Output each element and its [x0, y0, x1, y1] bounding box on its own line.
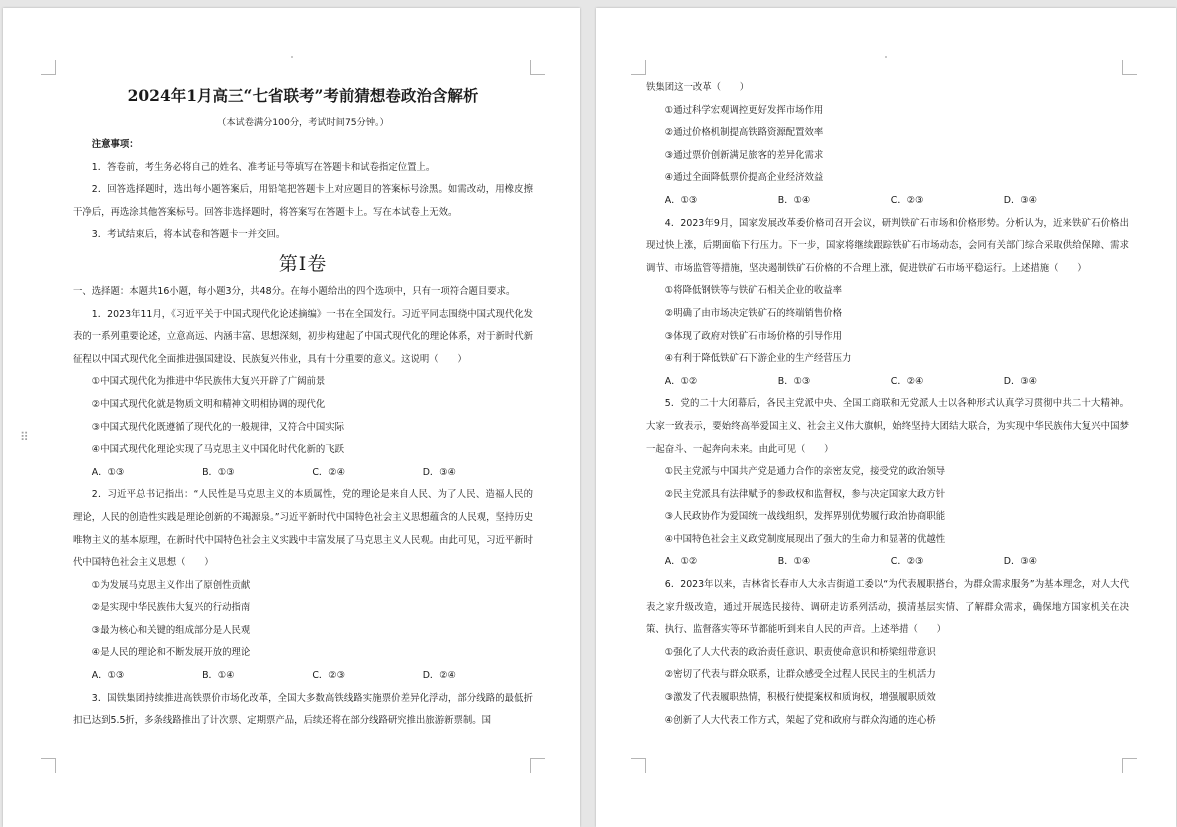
question-option: ④中国式现代化理论实现了马克思主义中国化时代化新的飞跃	[91, 444, 344, 456]
question-option: ②通过价格机制提高铁路资源配置效率	[664, 127, 824, 139]
drag-handle-icon[interactable]: ⠿	[20, 430, 30, 444]
question-option: ①为发展马克思主义作出了原创性贡献	[91, 579, 251, 591]
question-option: ①民主党派与中国共产党是通力合作的亲密友党，接受党的政治领导	[664, 466, 946, 478]
left-page-content	[73, 80, 533, 733]
question-option: ①将降低钢铁等与铁矿石相关企业的收益率	[664, 285, 842, 297]
question-option: ①通过科学宏观调控更好发挥市场作用	[664, 104, 824, 116]
question-option: ③通过票价创新满足旅客的差异化需求	[664, 149, 824, 161]
notice-heading: 注意事项：	[91, 139, 139, 150]
document-page-right	[596, 8, 1176, 827]
choice-a: A．①③	[91, 466, 125, 478]
question-stem-2: 2．习近平总书记指出：“人民性是马克思主义的本质属性，党的理论是来自人民、为了人民、造福人民的理论，人民的创造性实践是理论创新的不竭源泉。”习近平新时代中国特色社会主义思想蕴含的人民观，坚持历史唯物主义的基本原理，在新时代中国特色社会主义实践中丰富发展了马克思主义人民观。由此可见，习近平新时代中国特色社会主义思想（ ）	[73, 489, 533, 569]
choice-c: C．②③	[890, 194, 924, 206]
choice-b: B．①④	[777, 194, 811, 206]
question-stem-6: 6．2023年以来，吉林省长春市人大永吉街道工委以“为代表履职搭台，为群众需求服务”为基本理念，对人大代表之家升级改造，通过开展选民接待、调研走访系列活动，摸清基层实情、了解群众需求，确保地方国家机关在决策、执行、监督落实等环节都能听到来自人民的声音。上述举措（ ）	[646, 579, 1129, 636]
question-option: ④中国特色社会主义政党制度展现出了强大的生命力和显著的优越性	[664, 533, 946, 545]
answer-choices-3	[646, 190, 1129, 213]
notice-item: 1．答卷前，考生务必将自己的姓名、准考证号等填写在答题卡和试卷指定位置上。	[91, 161, 436, 173]
choice-b: B．①④	[777, 556, 811, 568]
question-option: ②明确了由市场决定铁矿石的终端销售价格	[664, 307, 842, 319]
notice-item: 3．考试结束后，将本试卷和答题卡一并交回。	[91, 229, 286, 241]
question-stem-3-continued: 铁集团这一改革（ ）	[646, 82, 750, 93]
question-option: ②中国式现代化就是物质文明和精神文明相协调的现代化	[91, 398, 326, 410]
question-stem-4: 4．2023年9月，国家发展改革委价格司召开会议，研判铁矿石市场和价格形势。分析认为，近来铁矿石价格出现过快上涨，后期面临下行压力。下一步，国家将继续跟踪铁矿石市场动态，会同有关部门综合采取供给保障、需求调节、市场监管等措施，坚决遏制铁矿石价格的不合理上涨，促进铁矿石市场平稳运行。上述措施（ ）	[646, 217, 1129, 274]
document-subtitle: （本试卷满分100分，考试时间75分钟。）	[217, 117, 389, 128]
margin-mark-top-right	[530, 60, 545, 75]
margin-mark-top-right	[1122, 60, 1137, 75]
question-option: ③体现了政府对铁矿石市场价格的引导作用	[664, 330, 842, 342]
notice-item: 2．回答选择题时，选出每小题答案后，用铅笔把答题卡上对应题目的答案标号涂黑。如需改动，用橡皮擦干净后，再选涂其他答案标号。回答非选择题时，将答案写在答题卡上。写在本试卷上无效。	[73, 184, 533, 218]
choice-c: C．②④	[312, 466, 346, 478]
volume-title: 第Ⅰ卷	[278, 252, 328, 275]
margin-mark-top-left	[41, 60, 56, 75]
choice-a: A．①②	[664, 556, 698, 568]
document-page-left	[3, 8, 580, 827]
question-option: ③人民政协作为爱国统一战线组织，发挥界别优势履行政治协商职能	[664, 511, 946, 523]
margin-mark-bottom-left	[41, 758, 56, 773]
choice-d: D．③④	[422, 466, 457, 478]
question-option: ①中国式现代化为推进中华民族伟大复兴开辟了广阔前景	[91, 376, 326, 388]
margin-mark-bottom-left	[631, 758, 646, 773]
question-option: ④有利于降低铁矿石下游企业的生产经营压力	[664, 353, 852, 365]
right-page-content	[646, 77, 1129, 732]
choice-a: A．①②	[664, 375, 698, 387]
question-option: ③激发了代表履职热情，积极行使提案权和质询权，增强履职质效	[664, 692, 936, 704]
choice-b: B．①③	[202, 466, 235, 478]
choice-c: C．②③	[890, 556, 924, 568]
choice-d: D．③④	[1003, 375, 1038, 387]
answer-choices-5	[646, 551, 1129, 574]
question-option: ②密切了代表与群众联系，让群众感受全过程人民民主的生机活力	[664, 669, 936, 681]
question-option: ②是实现中华民族伟大复兴的行动指南	[91, 602, 251, 614]
question-stem-5: 5．党的二十大闭幕后，各民主党派中央、全国工商联和无党派人士以各种形式认真学习贯彻中共二十大精神。大家一致表示，要始终高举爱国主义、社会主义伟大旗帜，始终坚持大团结大联合，为实现中华民族伟大复兴中国梦一起奋斗、一起奔向未来。由此可见（ ）	[646, 398, 1129, 455]
choice-c: C．②③	[312, 670, 346, 682]
question-option: ④通过全面降低票价提高企业经济效益	[664, 172, 824, 184]
answer-choices-4	[646, 371, 1129, 394]
choice-a: A．①③	[664, 194, 698, 206]
margin-mark-bottom-right	[1122, 758, 1137, 773]
margin-mark-bottom-right	[530, 758, 545, 773]
document-title: 2024年1月高三“七省联考”考前猜想卷政治含解析	[127, 86, 479, 105]
question-option: ④创新了人大代表工作方式，架起了党和政府与群众沟通的连心桥	[664, 714, 936, 726]
choice-d: D．③④	[1003, 556, 1038, 568]
choice-a: A．①③	[91, 670, 125, 682]
answer-choices-2	[73, 665, 533, 688]
question-option: ①强化了人大代表的政治责任意识、职责使命意识和桥梁纽带意识	[664, 646, 936, 658]
question-stem-1: 1．2023年11月，《习近平关于中国式现代化论述摘编》一书在全国发行。习近平同志围绕中国式现代化发表的一系列重要论述，立意高远、内涵丰富、思想深刻，初步构建起了中国式现代化的理论体系，对于新时代新征程以中国式现代化全面推进强国建设、民族复兴伟业，具有十分重要的意义。这说明（ ）	[73, 308, 533, 365]
choice-d: D．③④	[1003, 194, 1038, 206]
choice-d: D．②④	[422, 670, 457, 682]
section-intro: 一、选择题：本题共16小题，每小题3分，共48分。在每小题给出的四个选项中，只有一项符合题目要求。	[73, 285, 516, 297]
question-option: ③中国式现代化既遵循了现代化的一般规律，又符合中国实际	[91, 421, 344, 433]
question-option: ②民主党派具有法律赋予的参政权和监督权，参与决定国家大政方针	[664, 488, 946, 500]
choice-b: B．①③	[777, 375, 811, 387]
question-option: ③最为核心和关键的组成部分是人民观	[91, 624, 251, 636]
choice-b: B．①④	[202, 670, 235, 682]
choice-c: C．②④	[890, 375, 924, 387]
answer-choices-1	[73, 462, 533, 485]
question-stem-3: 3．国铁集团持续推进高铁票价市场化改革，全国大多数高铁线路实施票价差异化浮动，部分线路的最低折扣已达到5.5折，多条线路推出了计次票、定期票产品，后续还将在部分线路研究推出旅游新票制。国	[73, 692, 533, 727]
margin-mark-top-left	[631, 60, 646, 75]
header-dot	[885, 56, 887, 58]
question-option: ④是人民的理论和不断发展开放的理论	[91, 647, 251, 659]
header-dot	[291, 56, 293, 58]
